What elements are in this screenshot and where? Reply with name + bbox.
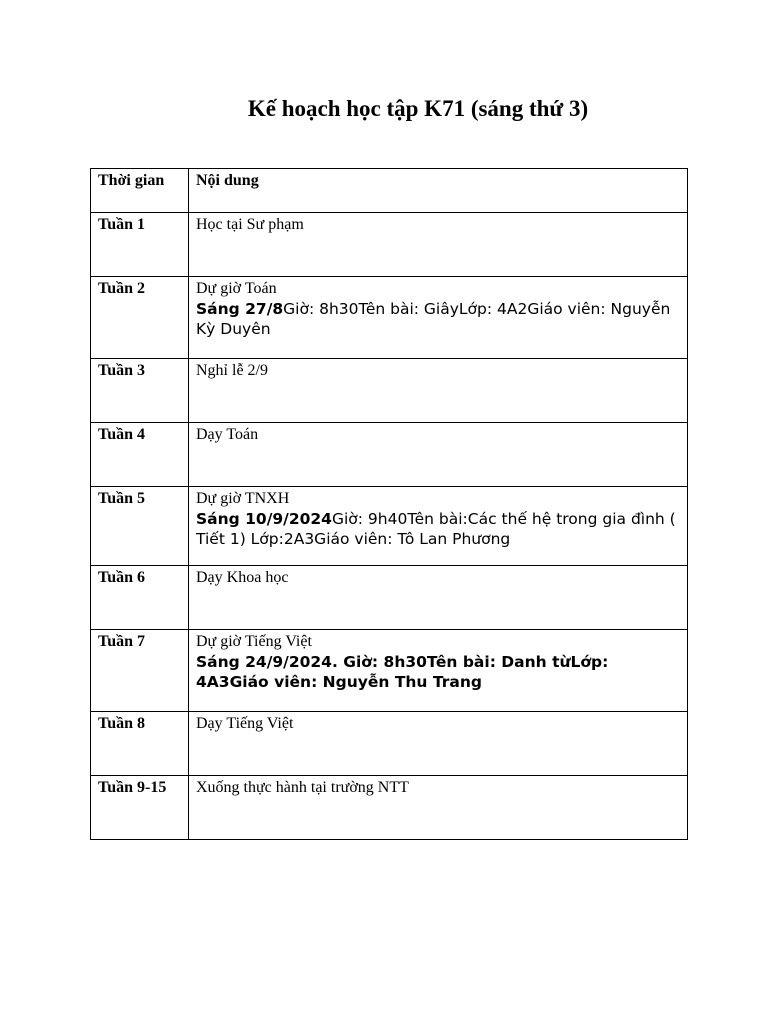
table-row (91, 487, 688, 566)
table-row (91, 712, 688, 776)
header-content: Nội dung (189, 169, 688, 213)
content-cell (189, 776, 688, 840)
week-cell: Tuần 6 (91, 566, 189, 630)
content-cell (189, 487, 688, 566)
header-time: Thời gian (91, 169, 189, 213)
week-cell: Tuần 2 (91, 277, 189, 359)
table-row (91, 277, 688, 359)
table-row (91, 776, 688, 840)
content-text: Dự giờ TNXH (196, 490, 290, 507)
content-cell (189, 566, 688, 630)
content-text: Dạy Tiếng Việt (196, 715, 294, 732)
content-text: Dự giờ Tiếng Việt (196, 633, 312, 650)
content-detail (196, 299, 681, 339)
table-row (91, 630, 688, 712)
content-cell (189, 712, 688, 776)
content-cell (189, 630, 688, 712)
content-cell (189, 213, 688, 277)
content-detail (196, 509, 681, 549)
table-row (91, 359, 688, 423)
table-row (91, 423, 688, 487)
page-title: Kế hoạch học tập K71 (sáng thứ 3) (247, 96, 589, 121)
detail-date: Sáng 10/9/2024 (196, 510, 332, 528)
detail-date: Sáng 27/8 (196, 300, 284, 318)
content-text: Dạy Toán (196, 426, 259, 443)
week-cell: Tuần 8 (91, 712, 189, 776)
content-text: Dự giờ Toán (196, 280, 277, 297)
study-plan-table (90, 168, 688, 840)
content-cell (189, 277, 688, 359)
week-cell: Tuần 3 (91, 359, 189, 423)
content-cell (189, 359, 688, 423)
table-header-row (91, 169, 688, 213)
week-cell: Tuần 5 (91, 487, 189, 566)
content-detail: Sáng 24/9/2024. Giờ: 8h30Tên bài: Danh từLớp: 4A3Giáo viên: Nguyễn Thu Trang (196, 653, 609, 691)
week-cell: Tuần 9-15 (91, 776, 189, 840)
week-cell: Tuần 4 (91, 423, 189, 487)
table-row (91, 566, 688, 630)
table-row (91, 213, 688, 277)
detail-text: Giờ: 9h40Tên bài:Các thế hệ trong gia đình ( Tiết 1) Lớp:2A3Giáo viên: Tô Lan Phương (196, 510, 676, 548)
content-text: Dạy Khoa học (196, 569, 289, 586)
content-text: Học tại Sư phạm (196, 216, 304, 233)
content-cell (189, 423, 688, 487)
content-text: Xuống thực hành tại trường NTT (196, 779, 409, 796)
week-cell: Tuần 1 (91, 213, 189, 277)
content-text: Nghỉ lễ 2/9 (196, 362, 268, 379)
detail-text: Giờ: 8h30Tên bài: GiâyLớp: 4A2Giáo viên: Nguyễn Kỳ Duyên (196, 300, 671, 338)
week-cell: Tuần 7 (91, 630, 189, 712)
